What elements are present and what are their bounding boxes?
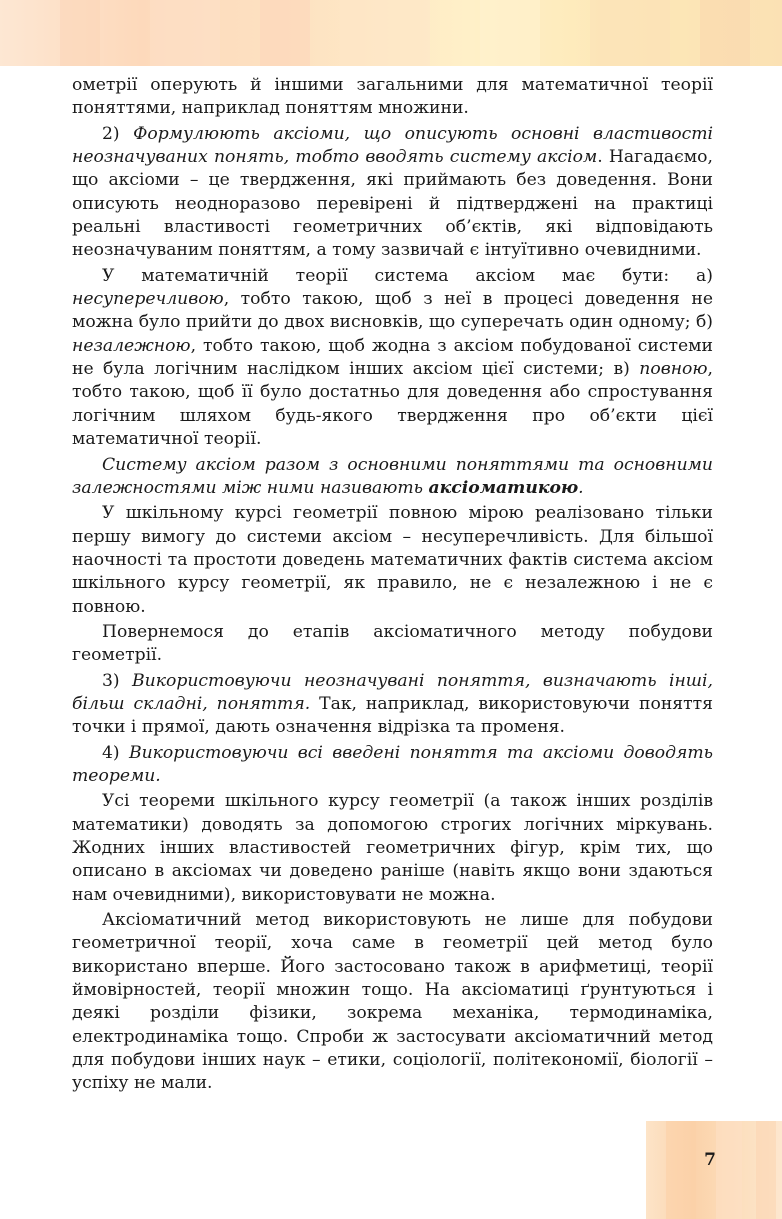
paragraph [72, 909, 713, 1096]
paragraph [72, 74, 713, 121]
text-run: 2) [102, 123, 134, 144]
text-run: 3) [102, 670, 133, 691]
decorative-header-band [0, 0, 782, 66]
text-run: Так, наприклад, використовуючи поняття точки і прямої, дають означення відрізка та променя. [72, 693, 713, 738]
paragraph [72, 502, 713, 619]
paragraph [72, 621, 713, 668]
page-number: 7 [704, 1150, 716, 1170]
emphasized-text: незалежною [72, 335, 191, 356]
paragraph [72, 265, 713, 452]
text-run: У шкільному курсі геометрії повною мірою реалізовано тільки першу вимогу до системи аксіом – несуперечливість. Для більшої наочності та простоти доведень математичних фактів система аксіом шкільного курсу геометрії, як правило, не є незалежною і не є повною. [72, 503, 713, 617]
emphasized-text: Використовуючи неозначувані поняття, визначають інші, більш складні, поняття. [72, 670, 714, 714]
text-run: ометрії оперують й іншими загальними для математичної теорії поняттями, наприклад поняттям множини. [72, 75, 713, 119]
text-run: Усі теореми шкільного курсу геометрії (а також інших розділів математики) доводять за допомогою строгих логічних міркувань. Жодних інших властивостей геометричних фігур, крім тих, що описано в аксіомах чи доведено раніше (навіть якщо вони здаються нам очевидними), використовувати не можна. [72, 791, 713, 905]
emphasized-text: аксіоматикою [428, 477, 579, 498]
emphasized-text: повною [639, 359, 708, 380]
emphasized-text: . [578, 477, 584, 498]
paragraph [72, 670, 713, 740]
text-run: 4) [102, 742, 129, 763]
decorative-corner-block [646, 1121, 782, 1219]
emphasized-text: Використовуючи всі введені поняття та аксіоми доводять теореми. [72, 742, 713, 786]
paragraph [72, 790, 713, 907]
emphasized-text: Систему аксіом разом з основними поняттями та основними залежностями між ними називають [72, 454, 713, 498]
paragraph [72, 454, 713, 501]
page-body-text [72, 74, 713, 1098]
text-run: У математичній теорії система аксіом має бути: а) [102, 265, 713, 286]
text-run: . Нагадаємо, що аксіоми – це твердження, які приймають без доведення. Вони описують неодноразово перевірені й підтверджені на практиці реальні властивості геометричних об’єктів, які відповідають неозначуваним поняттям, а тому зазвичай є інтуїтивно очевидними. [72, 147, 713, 261]
emphasized-text: несуперечливою [72, 289, 224, 310]
text-run: , тобто такою, щоб її було достатньо для доведення або спростування логічним шляхом будь-якого твердження про об’єкти цієї математичної теорії. [72, 359, 713, 450]
text-run: , тобто такою, щоб з неї в процесі доведення не можна було прийти до двох висновків, що суперечать один одному; б) [72, 289, 714, 333]
text-run: , тобто такою, щоб жодна з аксіом побудованої системи не була логічним наслідком інших аксіом цієї системи; в) [72, 335, 713, 380]
text-run: Аксіоматичний метод використовують не лише для побудови геометричної теорії, хоча саме в геометрії цей метод було використано вперше. Його застосовано також в арифметиці, теорії ймовірностей, теорії множин тощо. На аксіоматиці ґрунтуються і деякі розділи фізики, зокрема механіка, термодинаміка, електродинаміка тощо. Спроби ж застосувати аксіоматичний метод для побудови інших наук – етики, соціології, політекономії, біології – успіху не мали. [72, 910, 713, 1094]
emphasized-text: Формулюють аксіоми, що описують основні властивості неозначуваних понять, тобто вводять систему аксіом [72, 123, 713, 168]
paragraph [72, 123, 713, 263]
paragraph [72, 742, 713, 789]
text-run: Повернемося до етапів аксіоматичного методу побудови геометрії. [72, 621, 713, 666]
